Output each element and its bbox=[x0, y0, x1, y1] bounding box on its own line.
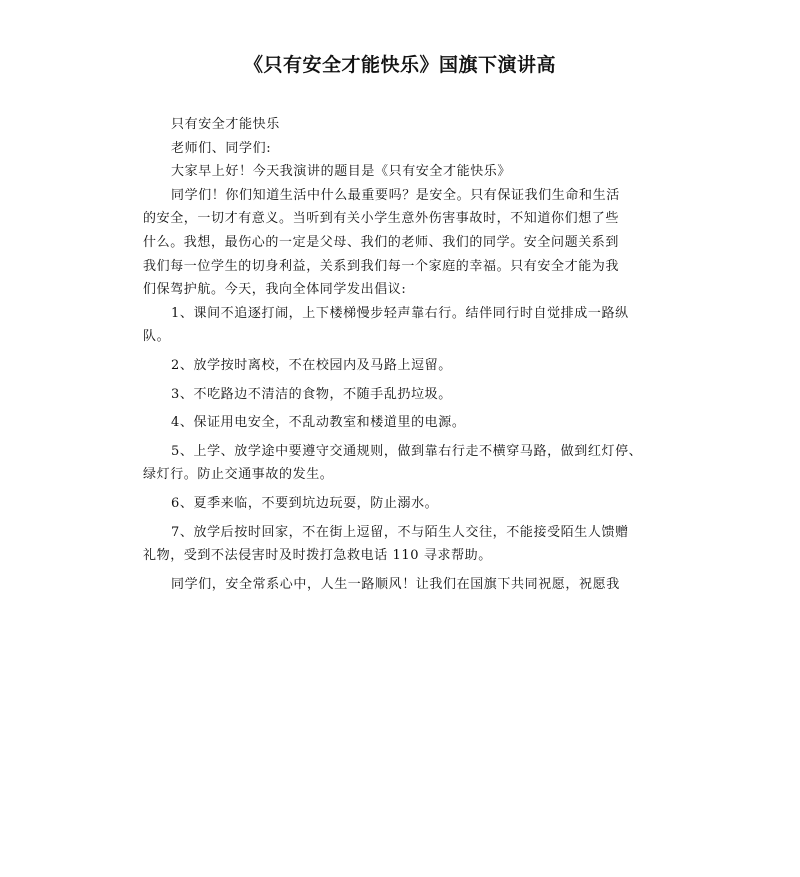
paragraph-closing: 同学们，安全常系心中，人生一路顺风！让我们在国旗下共同祝愿，祝愿我 bbox=[171, 576, 620, 592]
paragraph-greeting: 老师们、同学们: bbox=[171, 140, 272, 156]
list-item-7: 7、放学后按时回家，不在街上逗留，不与陌生人交往，不能接受陌生人馈赠 bbox=[171, 524, 629, 540]
document-title: 《只有安全才能快乐》国旗下演讲高 bbox=[243, 54, 556, 76]
paragraph-subtitle: 只有安全才能快乐 bbox=[171, 117, 280, 132]
list-item-2: 2、放学按时离校，不在校园内及马路上逗留。 bbox=[171, 357, 452, 373]
list-item-5: 5、上学、放学途中要遵守交通规则，做到靠右行走不横穿马路，做到红灯停、 bbox=[171, 443, 643, 459]
document-body bbox=[143, 113, 683, 596]
list-item-6: 6、夏季来临，不要到坑边玩耍，防止溺水。 bbox=[171, 495, 439, 511]
list-item-3: 3、不吃路边不清洁的食物，不随手乱扔垃圾。 bbox=[171, 386, 452, 402]
paragraph-intro-line: 们保驾护航。今天，我向全体同学发出倡议: bbox=[143, 282, 407, 298]
paragraph-intro-line: 我们每一位学生的切身利益，关系到我们每一个家庭的幸福。只有安全才能为我 bbox=[143, 258, 620, 274]
paragraph-intro-line: 什么。我想，最伤心的一定是父母、我们的老师、我们的同学。安全问题关系到 bbox=[143, 234, 620, 250]
paragraph-intro-line: 的安全，一切才有意义。当听到有关小学生意外伤害事故时，不知道你们想了些 bbox=[143, 211, 620, 227]
list-item-4: 4、保证用电安全，不乱动教室和楼道里的电源。 bbox=[171, 415, 466, 431]
list-item-1: 1、课间不追逐打闹，上下楼梯慢步轻声靠右行。结伴同行时自觉排成一路纵 bbox=[171, 305, 629, 321]
list-item-5-continued: 绿灯行。防止交通事故的发生。 bbox=[143, 467, 334, 483]
paragraph-opening: 大家早上好！今天我演讲的题目是《只有安全才能快乐》 bbox=[171, 164, 512, 180]
list-item-1-continued: 队。 bbox=[143, 329, 171, 345]
paragraph-intro-line: 同学们！你们知道生活中什么最重要吗？是安全。只有保证我们生命和生活 bbox=[171, 187, 620, 203]
list-item-7-continued: 礼物，受到不法侵害时及时拨打急救电话 110 寻求帮助。 bbox=[143, 548, 492, 564]
